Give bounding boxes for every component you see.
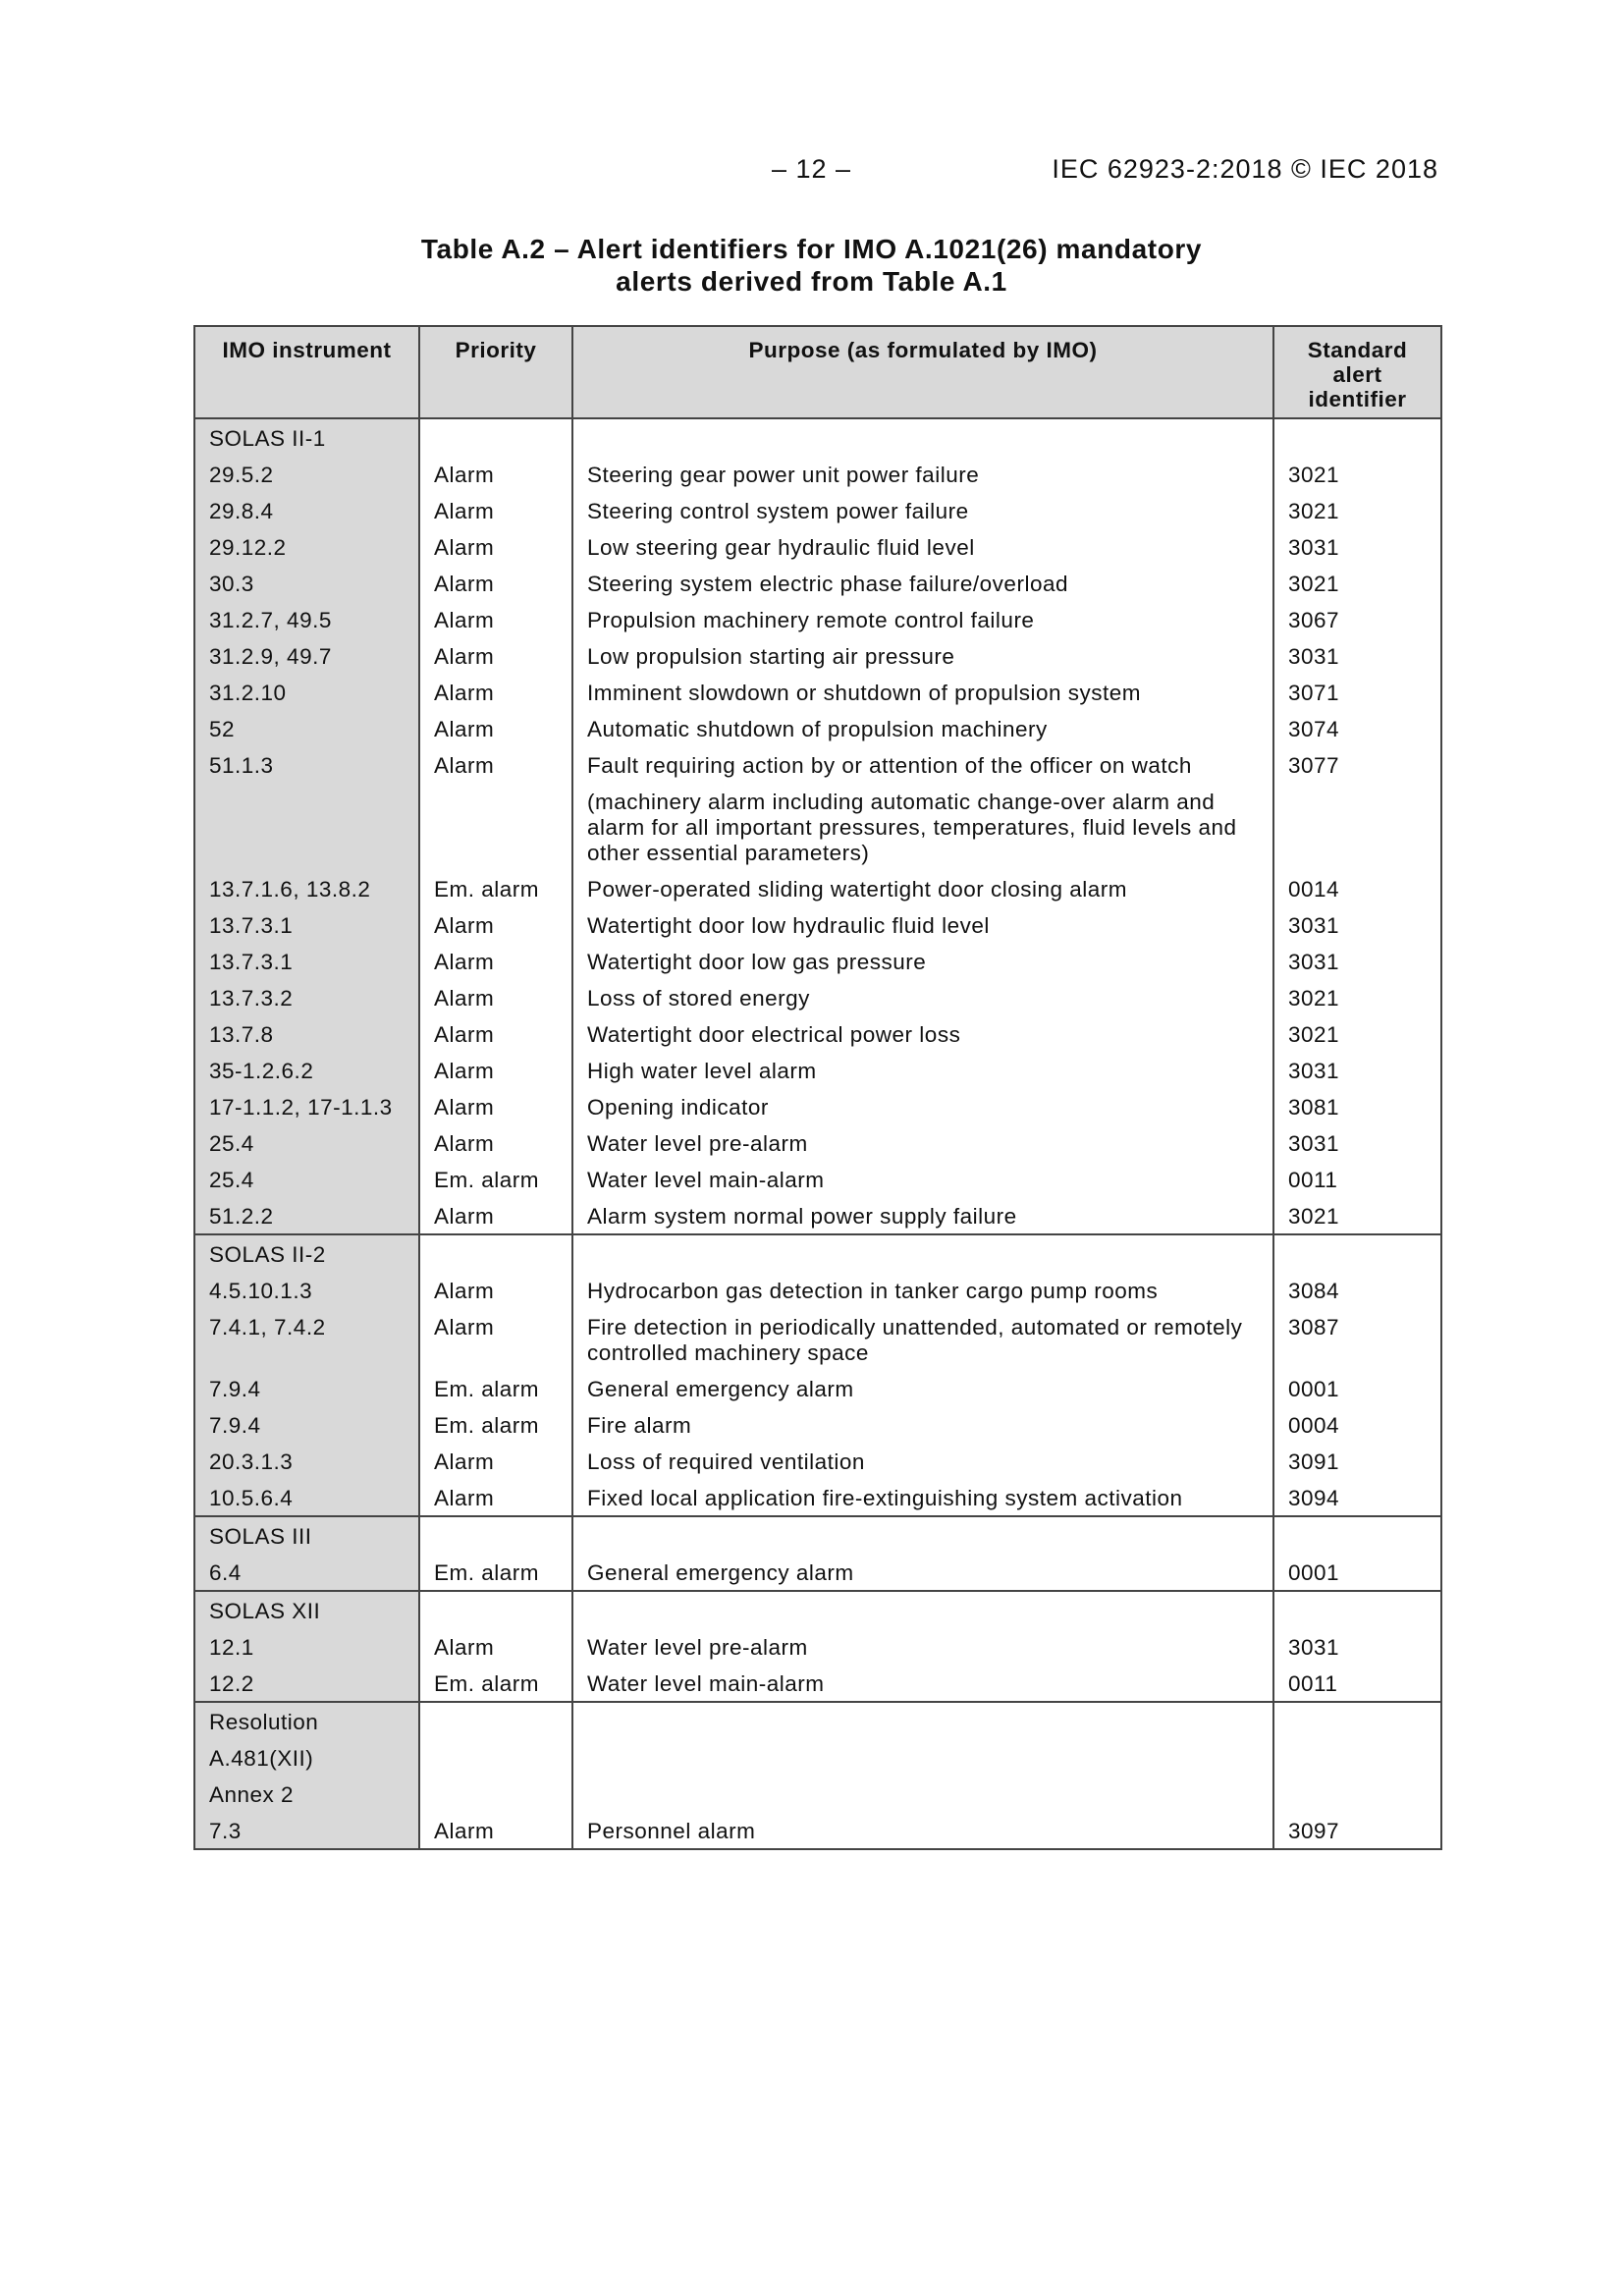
cell-imo-instrument: 13.7.3.2 <box>194 979 419 1015</box>
cell-imo-instrument: 12.1 <box>194 1628 419 1665</box>
cell-priority: Alarm <box>419 492 572 528</box>
cell-priority: Alarm <box>419 906 572 943</box>
cell-alert-identifier: 3031 <box>1273 637 1441 674</box>
cell-purpose: Water level main-alarm <box>572 1161 1273 1197</box>
cell-priority: Em. alarm <box>419 1554 572 1591</box>
cell-alert-identifier: 3087 <box>1273 1308 1441 1370</box>
cell-priority <box>419 418 572 456</box>
cell-alert-identifier: 3031 <box>1273 906 1441 943</box>
cell-purpose <box>572 418 1273 456</box>
cell-imo-instrument: 35-1.2.6.2 <box>194 1052 419 1088</box>
table-row <box>194 637 1441 674</box>
table-row <box>194 565 1441 601</box>
cell-imo-instrument: 51.2.2 <box>194 1197 419 1234</box>
cell-alert-identifier: 3021 <box>1273 979 1441 1015</box>
cell-imo-instrument: SOLAS III <box>194 1516 419 1554</box>
cell-imo-instrument: SOLAS XII <box>194 1591 419 1628</box>
cell-alert-identifier: 3081 <box>1273 1088 1441 1124</box>
page-number: – 12 – <box>771 154 852 184</box>
cell-imo-instrument: 30.3 <box>194 565 419 601</box>
cell-priority: Alarm <box>419 710 572 746</box>
cell-imo-instrument <box>194 783 419 870</box>
cell-priority <box>419 1702 572 1739</box>
cell-priority: Alarm <box>419 1088 572 1124</box>
cell-priority <box>419 1234 572 1272</box>
cell-purpose: Water level main-alarm <box>572 1665 1273 1702</box>
cell-purpose: Low propulsion starting air pressure <box>572 637 1273 674</box>
cell-priority: Alarm <box>419 979 572 1015</box>
cell-alert-identifier: 3021 <box>1273 492 1441 528</box>
cell-imo-instrument: 20.3.1.3 <box>194 1443 419 1479</box>
cell-imo-instrument: 13.7.3.1 <box>194 906 419 943</box>
cell-priority: Em. alarm <box>419 1161 572 1197</box>
cell-purpose: Water level pre-alarm <box>572 1124 1273 1161</box>
cell-purpose <box>572 1739 1273 1776</box>
cell-imo-instrument: Resolution <box>194 1702 419 1739</box>
cell-priority: Em. alarm <box>419 870 572 906</box>
column-header-purpose: Purpose (as formulated by IMO) <box>572 326 1273 418</box>
cell-purpose: Fixed local application fire-extinguishing system activation <box>572 1479 1273 1516</box>
table-row <box>194 1739 1441 1776</box>
table-row <box>194 492 1441 528</box>
table-row <box>194 906 1441 943</box>
table-row <box>194 979 1441 1015</box>
cell-purpose <box>572 1702 1273 1739</box>
cell-priority: Alarm <box>419 1052 572 1088</box>
cell-imo-instrument: 13.7.3.1 <box>194 943 419 979</box>
cell-alert-identifier <box>1273 1776 1441 1812</box>
cell-purpose: Steering gear power unit power failure <box>572 456 1273 492</box>
cell-purpose: Watertight door electrical power loss <box>572 1015 1273 1052</box>
cell-alert-identifier: 3077 <box>1273 746 1441 783</box>
cell-alert-identifier: 3031 <box>1273 528 1441 565</box>
cell-purpose: Power-operated sliding watertight door closing alarm <box>572 870 1273 906</box>
table-row <box>194 1554 1441 1591</box>
cell-purpose: Loss of stored energy <box>572 979 1273 1015</box>
table-row <box>194 1665 1441 1702</box>
cell-imo-instrument: 13.7.8 <box>194 1015 419 1052</box>
cell-priority: Alarm <box>419 1197 572 1234</box>
cell-imo-instrument: 7.9.4 <box>194 1370 419 1406</box>
cell-purpose <box>572 1516 1273 1554</box>
cell-purpose <box>572 1591 1273 1628</box>
cell-imo-instrument: 31.2.10 <box>194 674 419 710</box>
cell-imo-instrument: 31.2.7, 49.5 <box>194 601 419 637</box>
cell-priority: Em. alarm <box>419 1406 572 1443</box>
table-row <box>194 674 1441 710</box>
cell-priority: Alarm <box>419 1443 572 1479</box>
cell-priority: Alarm <box>419 943 572 979</box>
table-row <box>194 1161 1441 1197</box>
cell-alert-identifier: 0014 <box>1273 870 1441 906</box>
cell-purpose: Automatic shutdown of propulsion machinery <box>572 710 1273 746</box>
table-row <box>194 1812 1441 1849</box>
cell-imo-instrument: 6.4 <box>194 1554 419 1591</box>
cell-imo-instrument: Annex 2 <box>194 1776 419 1812</box>
cell-purpose: Propulsion machinery remote control failure <box>572 601 1273 637</box>
cell-priority: Alarm <box>419 1272 572 1308</box>
table-caption <box>0 233 1623 298</box>
cell-purpose: Imminent slowdown or shutdown of propulsion system <box>572 674 1273 710</box>
cell-imo-instrument: SOLAS II-2 <box>194 1234 419 1272</box>
table-caption-line-1: Table A.2 – Alert identifiers for IMO A.1021(26) mandatory <box>420 234 1203 264</box>
cell-priority: Alarm <box>419 746 572 783</box>
cell-priority <box>419 1739 572 1776</box>
cell-alert-identifier <box>1273 783 1441 870</box>
cell-alert-identifier: 3091 <box>1273 1443 1441 1479</box>
cell-purpose: Fault requiring action by or attention of the officer on watch <box>572 746 1273 783</box>
cell-priority: Alarm <box>419 1479 572 1516</box>
cell-priority: Alarm <box>419 1628 572 1665</box>
table-row <box>194 1628 1441 1665</box>
table-row <box>194 1197 1441 1234</box>
table-row <box>194 1308 1441 1370</box>
table-body <box>194 418 1441 1849</box>
cell-alert-identifier <box>1273 1234 1441 1272</box>
cell-purpose: (machinery alarm including automatic change-over alarm and alarm for all important pressures, temperatures, fluid levels and other essential parameters) <box>572 783 1273 870</box>
cell-priority: Alarm <box>419 528 572 565</box>
table-caption-line-2: alerts derived from Table A.1 <box>616 266 1007 297</box>
cell-imo-instrument: 25.4 <box>194 1124 419 1161</box>
cell-imo-instrument: 10.5.6.4 <box>194 1479 419 1516</box>
cell-priority: Alarm <box>419 637 572 674</box>
alert-identifier-table <box>193 325 1442 1850</box>
cell-alert-identifier <box>1273 1739 1441 1776</box>
cell-purpose: Alarm system normal power supply failure <box>572 1197 1273 1234</box>
cell-priority: Alarm <box>419 1308 572 1370</box>
table-row <box>194 1052 1441 1088</box>
cell-alert-identifier: 3094 <box>1273 1479 1441 1516</box>
table-row <box>194 870 1441 906</box>
cell-purpose: Watertight door low gas pressure <box>572 943 1273 979</box>
cell-alert-identifier: 3071 <box>1273 674 1441 710</box>
table-row <box>194 746 1441 783</box>
table-row <box>194 1406 1441 1443</box>
table-row <box>194 1272 1441 1308</box>
cell-purpose <box>572 1776 1273 1812</box>
cell-imo-instrument: 4.5.10.1.3 <box>194 1272 419 1308</box>
column-header-imo-instrument: IMO instrument <box>194 326 419 418</box>
cell-alert-identifier: 0001 <box>1273 1370 1441 1406</box>
cell-priority: Em. alarm <box>419 1370 572 1406</box>
cell-purpose <box>572 1234 1273 1272</box>
column-header-priority: Priority <box>419 326 572 418</box>
cell-purpose: General emergency alarm <box>572 1370 1273 1406</box>
cell-purpose: Steering control system power failure <box>572 492 1273 528</box>
cell-purpose: Fire detection in periodically unattended, automated or remotely controlled machinery space <box>572 1308 1273 1370</box>
table-row <box>194 1516 1441 1554</box>
cell-imo-instrument: 31.2.9, 49.7 <box>194 637 419 674</box>
cell-priority <box>419 1516 572 1554</box>
cell-purpose: Steering system electric phase failure/overload <box>572 565 1273 601</box>
cell-alert-identifier: 3097 <box>1273 1812 1441 1849</box>
cell-imo-instrument: 29.8.4 <box>194 492 419 528</box>
table-row <box>194 783 1441 870</box>
cell-alert-identifier <box>1273 1591 1441 1628</box>
cell-alert-identifier <box>1273 1516 1441 1554</box>
cell-alert-identifier: 3021 <box>1273 1015 1441 1052</box>
table-row <box>194 528 1441 565</box>
cell-alert-identifier: 3021 <box>1273 565 1441 601</box>
cell-purpose: Low steering gear hydraulic fluid level <box>572 528 1273 565</box>
cell-purpose: High water level alarm <box>572 1052 1273 1088</box>
table-row <box>194 418 1441 456</box>
cell-alert-identifier: 3031 <box>1273 1124 1441 1161</box>
table-row <box>194 1015 1441 1052</box>
table-row <box>194 710 1441 746</box>
cell-imo-instrument: 13.7.1.6, 13.8.2 <box>194 870 419 906</box>
cell-imo-instrument: 25.4 <box>194 1161 419 1197</box>
cell-imo-instrument: SOLAS II-1 <box>194 418 419 456</box>
cell-alert-identifier: 3067 <box>1273 601 1441 637</box>
table-row <box>194 1479 1441 1516</box>
cell-purpose: Loss of required ventilation <box>572 1443 1273 1479</box>
cell-priority: Alarm <box>419 1124 572 1161</box>
table-row <box>194 1776 1441 1812</box>
cell-alert-identifier: 3031 <box>1273 943 1441 979</box>
cell-priority: Em. alarm <box>419 1665 572 1702</box>
cell-imo-instrument: 7.4.1, 7.4.2 <box>194 1308 419 1370</box>
cell-priority: Alarm <box>419 1812 572 1849</box>
cell-purpose: General emergency alarm <box>572 1554 1273 1591</box>
cell-purpose: Hydrocarbon gas detection in tanker cargo pump rooms <box>572 1272 1273 1308</box>
cell-alert-identifier: 3031 <box>1273 1052 1441 1088</box>
cell-alert-identifier: 3021 <box>1273 456 1441 492</box>
cell-alert-identifier <box>1273 1702 1441 1739</box>
cell-alert-identifier: 0001 <box>1273 1554 1441 1591</box>
cell-imo-instrument: 29.5.2 <box>194 456 419 492</box>
column-header-standard-alert-identifier: Standard alert identifier <box>1273 326 1441 418</box>
table-row <box>194 1591 1441 1628</box>
cell-alert-identifier: 0011 <box>1273 1161 1441 1197</box>
cell-imo-instrument: 7.3 <box>194 1812 419 1849</box>
cell-priority <box>419 1591 572 1628</box>
cell-alert-identifier: 3084 <box>1273 1272 1441 1308</box>
cell-purpose: Personnel alarm <box>572 1812 1273 1849</box>
cell-priority <box>419 783 572 870</box>
cell-imo-instrument: 7.9.4 <box>194 1406 419 1443</box>
document-identifier: IEC 62923-2:2018 © IEC 2018 <box>1052 154 1438 184</box>
cell-purpose: Watertight door low hydraulic fluid level <box>572 906 1273 943</box>
cell-imo-instrument: 29.12.2 <box>194 528 419 565</box>
table-row <box>194 943 1441 979</box>
cell-priority: Alarm <box>419 674 572 710</box>
cell-imo-instrument: 17-1.1.2, 17-1.1.3 <box>194 1088 419 1124</box>
cell-purpose: Opening indicator <box>572 1088 1273 1124</box>
table-header-row <box>194 326 1441 418</box>
cell-priority: Alarm <box>419 565 572 601</box>
cell-alert-identifier: 3031 <box>1273 1628 1441 1665</box>
cell-imo-instrument: 52 <box>194 710 419 746</box>
cell-alert-identifier: 3074 <box>1273 710 1441 746</box>
table-row <box>194 1234 1441 1272</box>
table-row <box>194 1088 1441 1124</box>
cell-alert-identifier: 0004 <box>1273 1406 1441 1443</box>
table-row <box>194 1702 1441 1739</box>
cell-alert-identifier: 3021 <box>1273 1197 1441 1234</box>
table-row <box>194 1124 1441 1161</box>
cell-purpose: Fire alarm <box>572 1406 1273 1443</box>
cell-priority <box>419 1776 572 1812</box>
table-row <box>194 1370 1441 1406</box>
cell-imo-instrument: A.481(XII) <box>194 1739 419 1776</box>
cell-imo-instrument: 12.2 <box>194 1665 419 1702</box>
cell-priority: Alarm <box>419 1015 572 1052</box>
cell-alert-identifier <box>1273 418 1441 456</box>
cell-priority: Alarm <box>419 456 572 492</box>
cell-priority: Alarm <box>419 601 572 637</box>
table-row <box>194 601 1441 637</box>
table-row <box>194 456 1441 492</box>
cell-alert-identifier: 0011 <box>1273 1665 1441 1702</box>
cell-purpose: Water level pre-alarm <box>572 1628 1273 1665</box>
cell-imo-instrument: 51.1.3 <box>194 746 419 783</box>
table-row <box>194 1443 1441 1479</box>
